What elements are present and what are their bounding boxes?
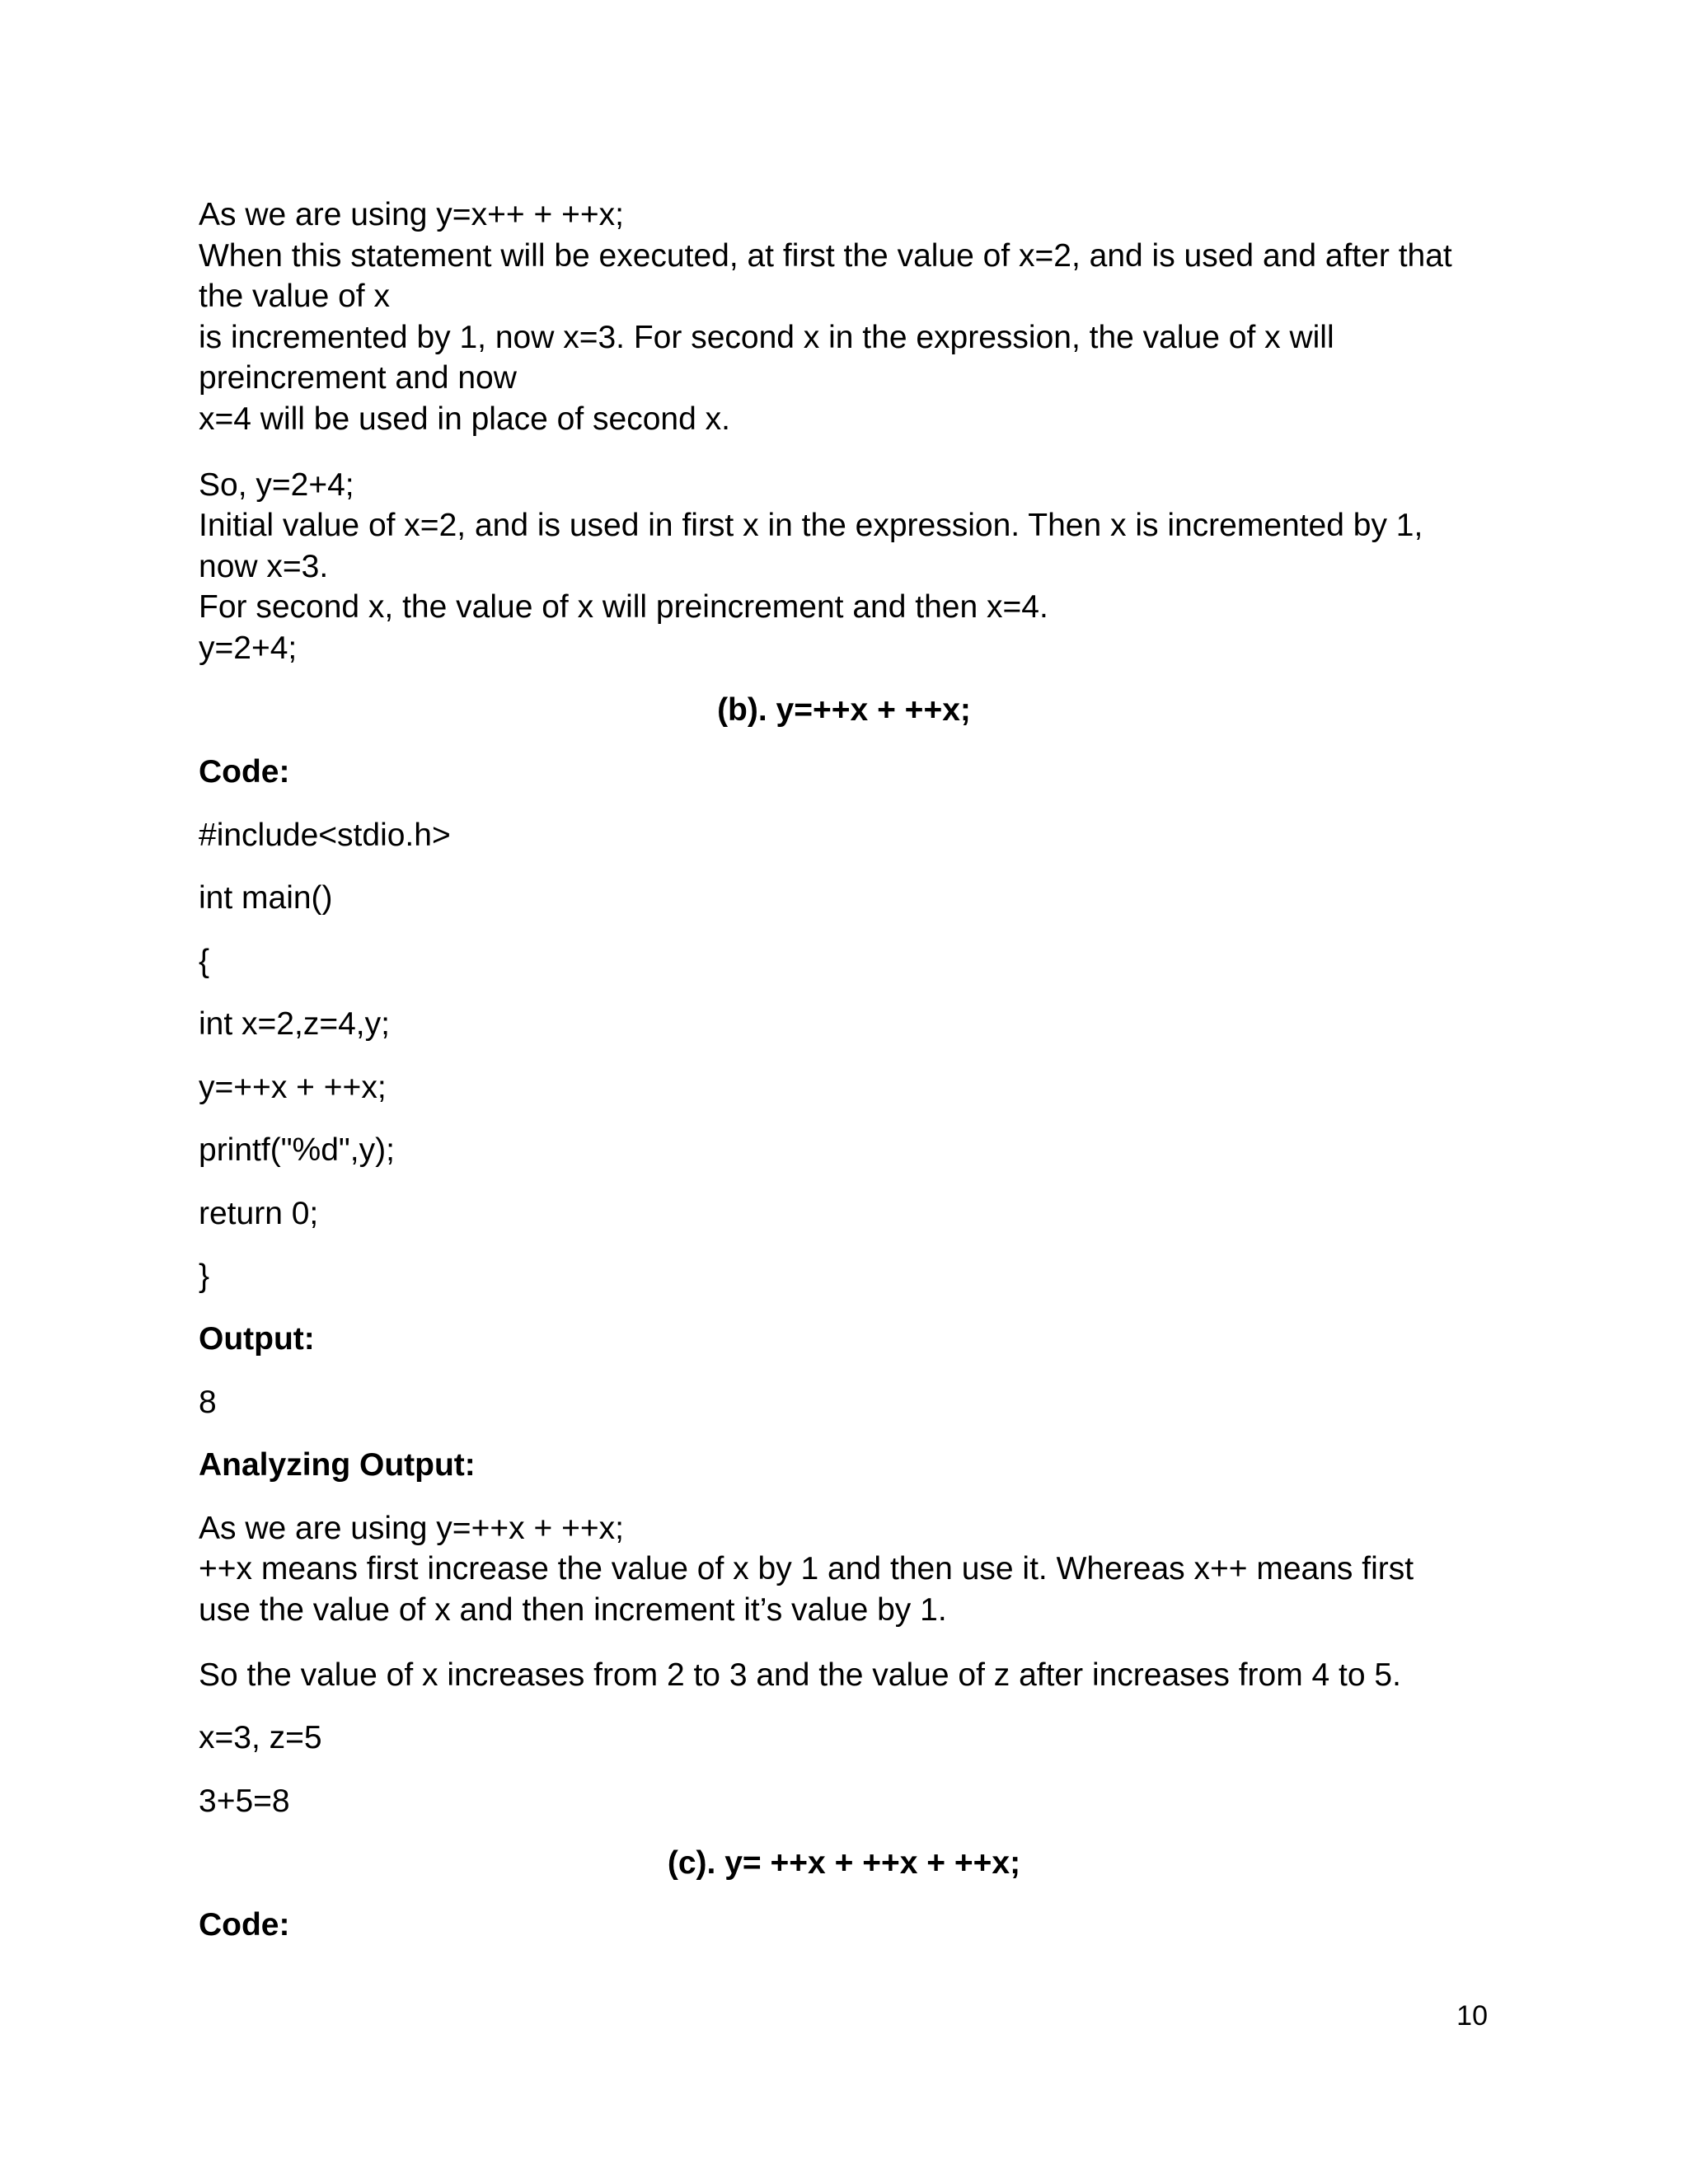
output-label: Output: [199,1321,315,1357]
analysis-line-2: ++x means first increase the value of x by 1 and then use it. Whereas x++ means first [199,1551,1414,1586]
code-line: y=++x + ++x; [199,1070,387,1105]
page-number: 10 [1456,2000,1488,2032]
paragraph-a-line-4: is incremented by 1, now x=3. For second x in the expression, the value of x will [199,320,1334,355]
analysis-line-1: As we are using y=++x + ++x; [199,1511,624,1546]
code-line: { [199,944,210,979]
analysis-line-3: use the value of x and then increment it’s value by 1. [199,1592,947,1628]
code-line: #include<stdio.h> [199,818,451,853]
paragraph-b-line-5: y=2+4; [199,630,298,666]
paragraph-b-line-1: So, y=2+4; [199,467,354,503]
paragraph-b-line-2: Initial value of x=2, and is used in first x in the expression. Then x is incremented by 1, [199,508,1423,543]
section-b-heading: (b). y=++x + ++x; [717,692,971,728]
code-line: int x=2,z=4,y; [199,1006,390,1042]
code-line: } [199,1258,210,1294]
section-c-heading: (c). y= ++x + ++x + ++x; [667,1845,1021,1881]
section-b-code-label: Code: [199,754,290,790]
section-c-code-label: Code: [199,1907,290,1943]
code-line: int main() [199,880,333,916]
paragraph-a-line-3: the value of x [199,279,390,314]
analysis-line-5: x=3, z=5 [199,1720,322,1755]
paragraph-b-line-4: For second x, the value of x will preincrement and then x=4. [199,589,1048,625]
code-line: return 0; [199,1196,319,1231]
paragraph-a-line-5: preincrement and now [199,360,517,396]
analyzing-output-label: Analyzing Output: [199,1447,476,1483]
analysis-line-4: So the value of x increases from 2 to 3 and the value of z after increases from 4 to 5. [199,1657,1401,1693]
paragraph-a-line-1: As we are using y=x++ + ++x; [199,197,624,232]
code-line: printf("%d",y); [199,1132,395,1168]
paragraph-a-line-6: x=4 will be used in place of second x. [199,401,730,437]
analysis-line-6: 3+5=8 [199,1783,290,1819]
paragraph-a-line-2: When this statement will be executed, at first the value of x=2, and is used and after that [199,238,1452,274]
output-value: 8 [199,1385,217,1420]
paragraph-b-line-3: now x=3. [199,549,329,584]
